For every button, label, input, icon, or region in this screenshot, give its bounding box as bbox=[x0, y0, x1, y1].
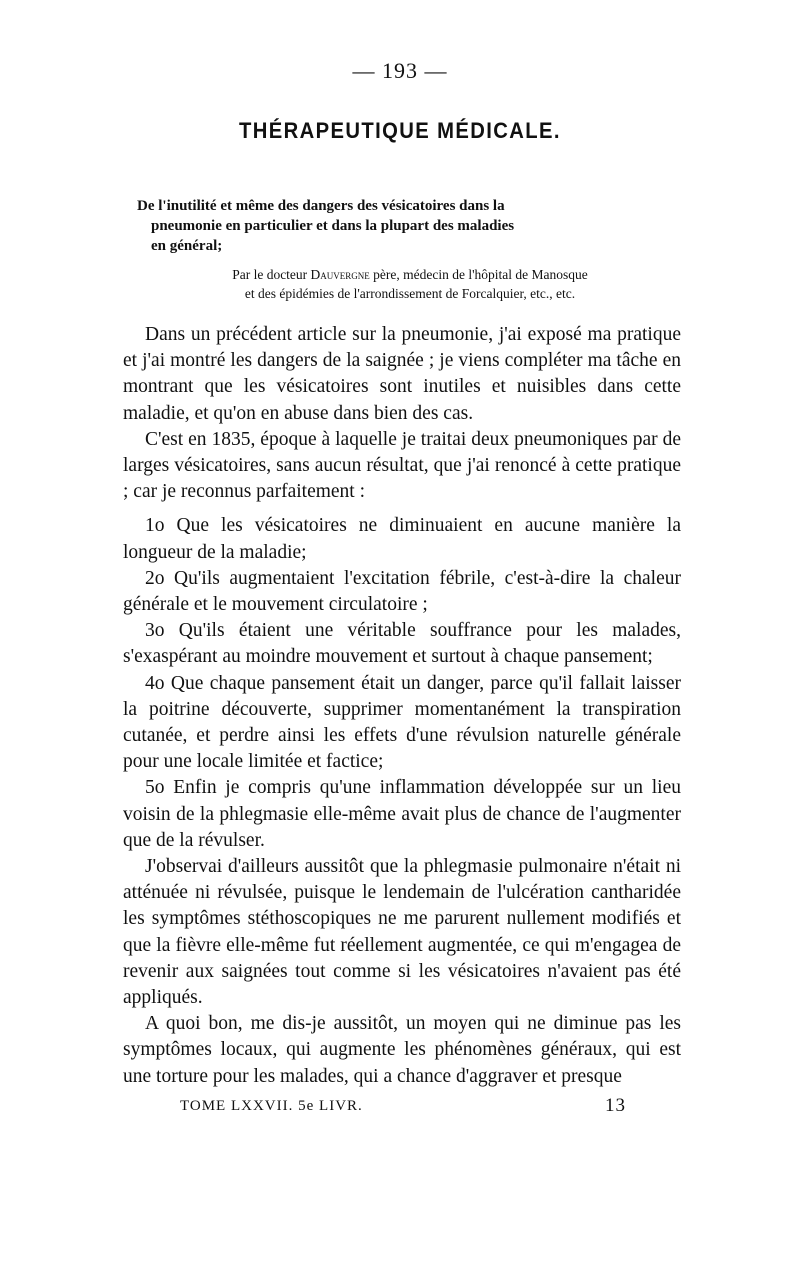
article-title bbox=[137, 196, 677, 256]
article-body bbox=[123, 322, 681, 1090]
author-byline bbox=[150, 265, 670, 303]
article-title-line: pneumonie en particulier et dans la plupart des maladies bbox=[151, 218, 515, 234]
list-item: 4o Que chaque pansement était un danger, parce qu'il fallait laisser la poitrine découverte, supprimer momentanément la transpiration cutanée, et perdre ainsi les effets d'une révulsion naturelle générale pour une locale limitée et factice; bbox=[123, 672, 681, 773]
paragraph: Dans un précédent article sur la pneumonie, j'ai exposé ma pratique et j'ai montré les dangers de la saignée ; je viens compléter ma tâche en montrant que les vésicatoires sont inutiles et nuisibles dans cette maladie, et qu'on en abuse dans bien des cas. bbox=[123, 324, 681, 424]
author-name: Dauvergne bbox=[310, 267, 370, 282]
author-line-2: et des épidémies de l'arrondissement de Forcalquier, etc., etc. bbox=[244, 286, 576, 301]
volume-info: TOME LXXVII. 5e LIVR. bbox=[180, 1098, 363, 1114]
list-item: 1o Que les vésicatoires ne diminuaient en aucune manière la longueur de la maladie; bbox=[123, 515, 681, 563]
list-item: 2o Qu'ils augmentaient l'excitation fébrile, c'est-à-dire la chaleur générale et le mouvement circulatoire ; bbox=[123, 567, 681, 616]
page-footer bbox=[180, 1095, 626, 1116]
article-title-line: en général; bbox=[151, 238, 223, 254]
list-item: 5o Enfin je compris qu'une inflammation développée sur un lieu voisin de la phlegmasie elle-même avait plus de chance de l'augmenter que de la révulser. bbox=[123, 777, 681, 851]
section-title: THÉRAPEUTIQUE MÉDICALE. bbox=[239, 118, 561, 143]
list-item: 3o Qu'ils étaient une véritable souffrance pour les malades, s'exaspérant au moindre mouvement et surtout à chaque pansement; bbox=[123, 620, 681, 668]
author-line-1 bbox=[150, 265, 670, 284]
page-number-header: — 193 — bbox=[352, 58, 448, 83]
signature-mark: 13 bbox=[605, 1095, 626, 1116]
author-affiliation: père, médecin de l'hôpital de Manosque bbox=[369, 267, 588, 282]
paragraph: A quoi bon, me dis-je aussitôt, un moyen qui ne diminue pas les symptômes locaux, qui augmente les phénomènes généraux, qui est une torture pour les malades, qui a chance d'aggraver et presque bbox=[123, 1013, 681, 1087]
article-title-line: De l'inutilité et même des dangers des vésicatoires dans la bbox=[137, 198, 505, 214]
paragraph: J'observai d'ailleurs aussitôt que la phlegmasie pulmonaire n'était ni atténuée ni révulsée, puisque le lendemain de l'ulcération cantharidée les symptômes stéthoscopiques ne me parurent nullement modifiés et que la fièvre elle-même fut réellement augmentée, ce qui m'engagea de revenir aux saignées tout comme si les vésicatoires n'avaient pas été appliqués. bbox=[123, 856, 681, 1009]
author-prefix: Par le docteur bbox=[232, 267, 311, 282]
paragraph: C'est en 1835, époque à laquelle je traitai deux pneumoniques par de larges vésicatoires, sans aucun résultat, que j'ai renoncé à cette pratique ; car je reconnus parfaitement : bbox=[123, 428, 681, 503]
